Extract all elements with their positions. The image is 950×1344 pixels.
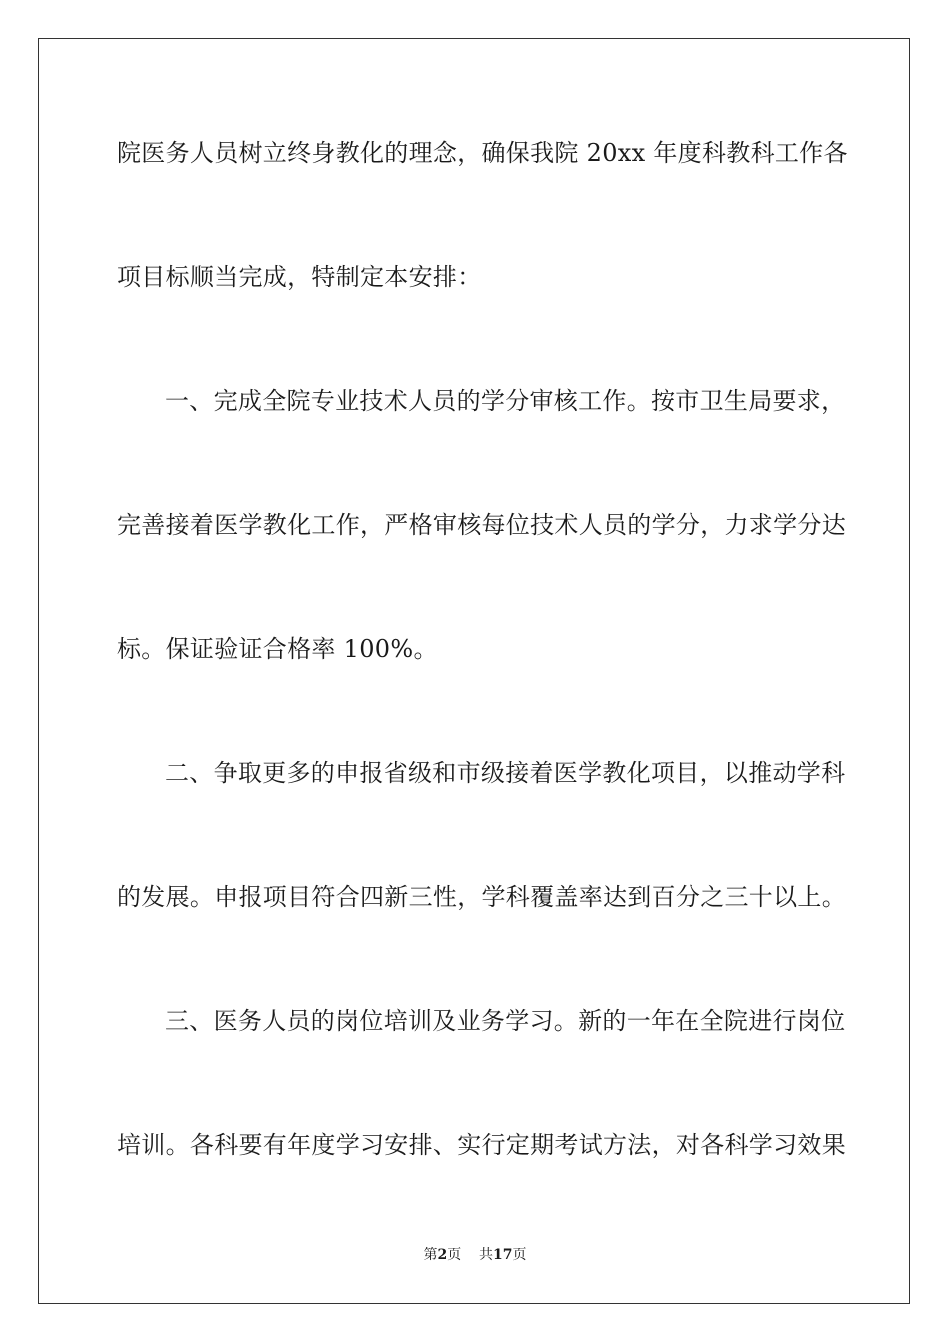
- page-border: [38, 38, 910, 1304]
- footer-suffix: 页: [512, 1247, 527, 1263]
- footer-mid: 页 共: [447, 1247, 494, 1263]
- footer-prefix: 第: [423, 1247, 438, 1263]
- body-line-2: 项目标顺当完成，特制定本安排：: [117, 263, 482, 291]
- body-line-1: 院医务人员树立终身教化的理念，确保我院 20xx 年度科教科工作各: [117, 139, 848, 167]
- body-line-6: 二、争取更多的申报省级和市级接着医学教化项目，以推动学科: [165, 759, 846, 787]
- body-line-8: 三、医务人员的岗位培训及业务学习。新的一年在全院进行岗位: [165, 1007, 846, 1035]
- body-line-7: 的发展。申报项目符合四新三性，学科覆盖率达到百分之三十以上。: [117, 883, 846, 911]
- body-line-4: 完善接着医学教化工作，严格审核每位技术人员的学分，力求学分达: [117, 511, 846, 539]
- footer-total-pages: 17: [493, 1247, 513, 1263]
- footer-current-page: 2: [437, 1247, 448, 1263]
- body-line-5: 标。保证验证合格率 100%。: [117, 635, 438, 663]
- page-footer: [0, 1246, 950, 1264]
- body-line-9: 培训。各科要有年度学习安排、实行定期考试方法，对各科学习效果: [117, 1131, 846, 1159]
- body-line-3: 一、完成全院专业技术人员的学分审核工作。按市卫生局要求，: [165, 387, 846, 415]
